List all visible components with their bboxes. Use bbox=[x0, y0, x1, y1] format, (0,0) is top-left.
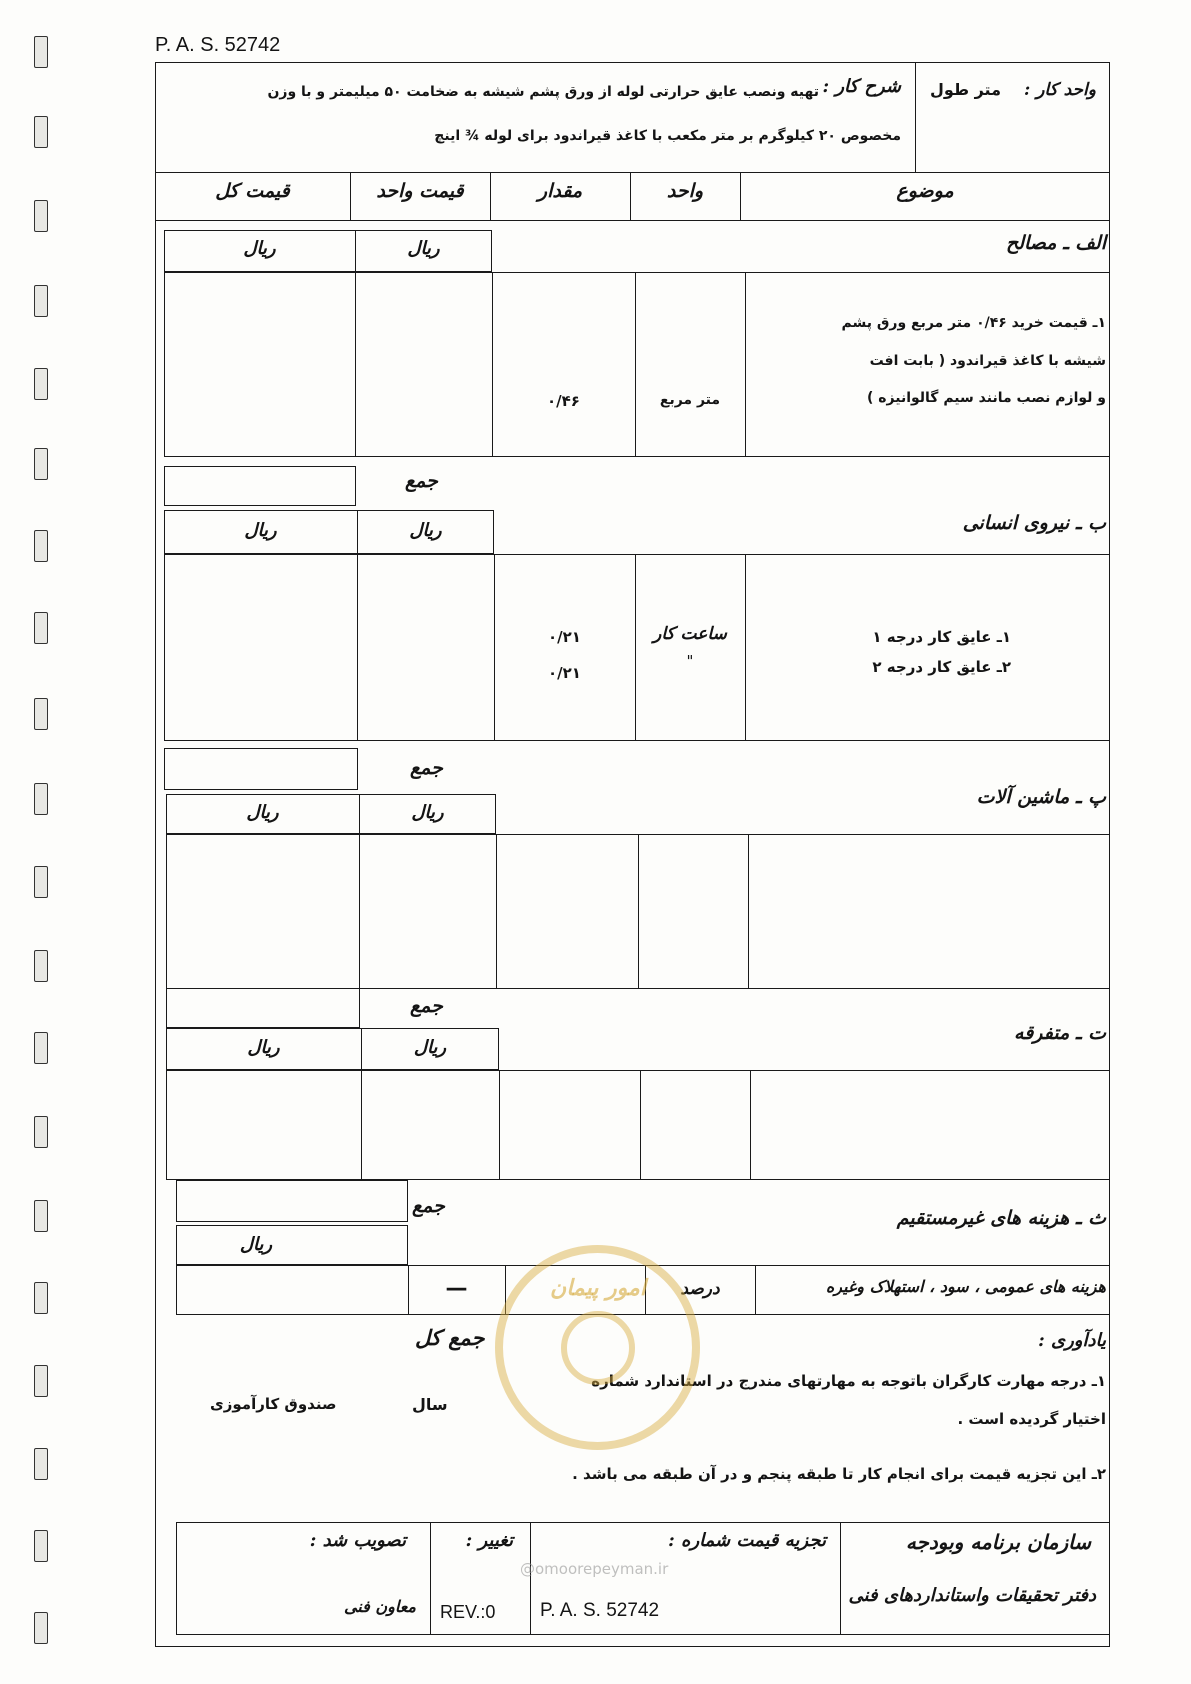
footer-analysis-label: تجزیه قیمت شماره : bbox=[668, 1530, 826, 1551]
machinery-sum-cell bbox=[166, 988, 360, 1028]
stamp-inner-ring bbox=[561, 1311, 635, 1385]
labor-currency-total: ریال bbox=[244, 520, 277, 541]
training-fund-label: صندوق کارآموزی bbox=[210, 1395, 337, 1413]
header-divider bbox=[915, 62, 916, 172]
materials-item-unit: متر مربع bbox=[659, 392, 721, 408]
section-indirect-title: ث ـ هزینه های غیرمستقیم bbox=[896, 1207, 1106, 1229]
divider bbox=[745, 554, 746, 741]
stamp-text: امور پیمان bbox=[550, 1275, 646, 1301]
binder-hole bbox=[34, 950, 48, 982]
misc-currency-unit: ریال bbox=[413, 1037, 447, 1058]
binder-hole bbox=[34, 530, 48, 562]
divider bbox=[748, 834, 749, 989]
divider bbox=[355, 272, 356, 457]
materials-item-qty: ۰/۴۶ bbox=[547, 392, 580, 410]
columns-header-bottom bbox=[155, 220, 1110, 221]
section-machinery-title: پ ـ ماشین آلات bbox=[976, 786, 1106, 808]
materials-sum-cell bbox=[164, 466, 356, 506]
materials-sum-label: جمع bbox=[405, 470, 438, 492]
divider bbox=[361, 1070, 362, 1180]
indirect-currency: ریال bbox=[239, 1234, 273, 1255]
divider bbox=[635, 272, 636, 457]
machinery-sum-label: جمع bbox=[410, 995, 443, 1017]
watermark-handle: @omoorepeyman.ir bbox=[520, 1560, 669, 1578]
binder-hole bbox=[34, 285, 48, 317]
binder-hole bbox=[34, 36, 48, 68]
divider bbox=[745, 272, 746, 457]
labor-sum-cell bbox=[164, 748, 358, 790]
binder-hole bbox=[34, 1200, 48, 1232]
col-header-unit-price: قیمت واحد bbox=[376, 180, 464, 202]
col-header-subject: موضوع bbox=[896, 180, 954, 202]
divider bbox=[755, 1265, 756, 1315]
labor-qty1: ۰/۲۱ bbox=[548, 628, 581, 646]
footer-approved-label: تصویب شد : bbox=[309, 1530, 406, 1551]
binder-hole bbox=[34, 698, 48, 730]
footer-divider bbox=[430, 1522, 431, 1634]
binder-hole bbox=[34, 1282, 48, 1314]
binder-hole bbox=[34, 612, 48, 644]
note1-line2: اختیار گردیده است . bbox=[957, 1410, 1106, 1428]
divider bbox=[492, 272, 493, 457]
footer-left-border bbox=[176, 1522, 177, 1634]
materials-item-line2: شیشه با کاغذ قیراندود ( بابت افت bbox=[869, 353, 1106, 369]
machinery-currency-total: ریال bbox=[246, 802, 279, 823]
divider bbox=[499, 1070, 500, 1180]
document-code: P. A. S. 52742 bbox=[155, 34, 281, 56]
binder-hole bbox=[34, 1448, 48, 1480]
footer-office: دفتر تحقیقات واستانداردهای فنی bbox=[848, 1585, 1096, 1606]
labor-currency-unit: ریال bbox=[409, 520, 442, 541]
binder-hole bbox=[34, 783, 48, 815]
work-description-line2: مخصوص ۲۰ کیلوگرم بر متر مکعب با کاغذ قیراندود برای لوله ¾ اینچ bbox=[434, 128, 901, 144]
misc-currency-total: ریال bbox=[247, 1037, 280, 1058]
misc-sum-cell bbox=[176, 1180, 408, 1222]
col-header-total-price: قیمت کل bbox=[215, 180, 290, 202]
year-label: سال bbox=[412, 1395, 448, 1414]
binder-hole bbox=[34, 116, 48, 148]
indirect-overhead-label: هزینه های عمومی ، سود ، استهلاک وغیره bbox=[825, 1277, 1106, 1296]
unit-label: واحد کار : bbox=[1024, 80, 1096, 100]
divider bbox=[359, 834, 360, 989]
notes-title: یادآوری : bbox=[1038, 1330, 1106, 1351]
footer-divider bbox=[840, 1522, 841, 1634]
divider bbox=[494, 554, 495, 741]
materials-currency-unit: ریال bbox=[407, 238, 440, 259]
binder-hole bbox=[34, 1116, 48, 1148]
section-labor-title: ب ـ نیروی انسانی bbox=[962, 512, 1106, 534]
footer-approver: معاون فنی bbox=[343, 1597, 416, 1616]
materials-currency-total: ریال bbox=[243, 238, 276, 259]
labor-item2: ۲ـ عایق کار درجه ۲ bbox=[872, 658, 1011, 676]
labor-item1: ۱ـ عایق کار درجه ۱ bbox=[872, 628, 1011, 646]
divider bbox=[635, 554, 636, 741]
labor-sum-label: جمع bbox=[410, 757, 443, 779]
footer-org: سازمان برنامه وبودجه bbox=[905, 1530, 1091, 1554]
footer-revision: REV.:0 bbox=[440, 1602, 496, 1622]
binder-hole bbox=[34, 368, 48, 400]
labor-qty2: ۰/۲۱ bbox=[548, 664, 581, 682]
binder-hole bbox=[34, 1530, 48, 1562]
divider bbox=[640, 1070, 641, 1180]
divider bbox=[750, 1070, 751, 1180]
grand-total-label: جمع کل bbox=[415, 1325, 485, 1350]
section-materials-title: الف ـ مصالح bbox=[1005, 232, 1106, 254]
misc-sum-label: جمع bbox=[412, 1195, 445, 1217]
footer-change-label: تغییر : bbox=[465, 1530, 513, 1551]
indirect-dash: — bbox=[445, 1276, 468, 1301]
footer-analysis-number: P. A. S. 52742 bbox=[540, 1600, 660, 1621]
note2: ۲ـ این تجزیه قیمت برای انجام کار تا طبقه پنجم و در آن طبقه می باشد . bbox=[572, 1465, 1106, 1483]
unit-value: متر طول bbox=[930, 80, 1001, 99]
footer-bottom-line bbox=[176, 1634, 1110, 1635]
note1-line1: ۱ـ درجه مهارت کارگران باتوجه به مهارتهای مندرج در استاندارد شماره bbox=[591, 1372, 1106, 1390]
work-description-label: شرح کار : bbox=[822, 76, 901, 97]
binder-hole bbox=[34, 1365, 48, 1397]
work-description-line1: تهیه ونصب عایق حرارتی لوله از ورق پشم شیشه به ضخامت ۵۰ میلیمتر و با وزن bbox=[267, 84, 819, 100]
divider bbox=[638, 834, 639, 989]
divider bbox=[496, 834, 497, 989]
binder-hole bbox=[34, 448, 48, 480]
indirect-percent: درصد bbox=[680, 1279, 720, 1299]
misc-table bbox=[166, 1070, 1110, 1180]
section-misc-title: ت ـ متفرقه bbox=[1014, 1022, 1106, 1044]
binder-hole bbox=[34, 1032, 48, 1064]
binder-hole bbox=[34, 200, 48, 232]
materials-item-line3: و لوازم نصب مانند سیم گالوانیزه ) bbox=[867, 390, 1106, 406]
binder-hole bbox=[34, 1612, 48, 1644]
materials-item-line1: ۱ـ قیمت خرید ۰/۴۶ متر مربع ورق پشم bbox=[841, 315, 1106, 331]
header-bottom-line bbox=[155, 172, 1110, 173]
col-header-quantity: مقدار bbox=[537, 180, 583, 202]
labor-unit-ditto: " bbox=[686, 652, 694, 670]
footer-divider bbox=[530, 1522, 531, 1634]
machinery-currency-unit: ریال bbox=[411, 802, 444, 823]
labor-table bbox=[164, 554, 1110, 741]
labor-unit: ساعت کار bbox=[653, 624, 727, 644]
col-header-unit: واحد bbox=[666, 180, 704, 202]
footer-top-line bbox=[176, 1522, 1110, 1523]
binder-hole bbox=[34, 866, 48, 898]
divider bbox=[357, 554, 358, 741]
watermark-stamp bbox=[495, 1245, 700, 1450]
